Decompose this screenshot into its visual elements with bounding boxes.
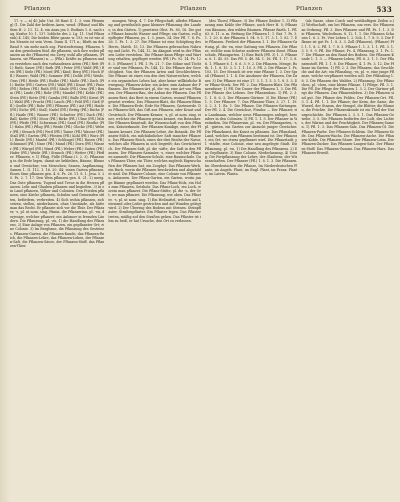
header-rule — [10, 16, 394, 17]
column-3 — [205, 19, 298, 496]
header-middle-headword: Pflanzen — [180, 6, 207, 12]
column-text: (des Thors) Pflanze. 3) Die Pflanze (bisher 1. 3) Pflanzung zum Kehle der Pflanze, auch Herr H. 5; Pflanze von Bäumen, den wilden Bäumen. Pflanze Barth. 1. Pfl. 63. 6. 11. u. m. Rettung Die Pflanzen 1. 1. Rat. 7. Ps. 3. 1. 1. 20. 8. der Pflanzen 1. 94. 9. 1. 17. 3. 1. 1. 82. 7. Die Pflanzen. Freiheit der Pflanzen 1. 1. Die Pflanzen-Gattung, pl. die -en, eine Gattung von Pflanzen. Die Pflanze, welche zum Schutze anderer Pflanzen dient. Pflanzschule, Pflanzgarten. 1) Eine Ruth (Pfl. 3) 1. 3. Pflanzen. 6. 1. 45. 55. Das Pfl. 5. 48. 84. 1. 16. Pfl. 1. 17. 1. 8. 6. 1. Pflanze 6. 1. 8. 6. 3. 9. 2. Die Pflanzen, Menge, Ruth. 1. 1. 8. 15. 3. 1. 1. 1. 10. 3. Pfl. 2. Die Pflanze 1. Ps. 103, 15. Der Mensch ist wie eine Pflanze 1. 3. Der Sproß (Pflanze) 1. 1. 4. Die Ausdauer der Pflanzen, Die Dauer. 3) Die Pflanze ist eine 27. 3. 1. 1. 5. 3. 1. 8. 5. 3. Der Pflanz-Stock, Der Pfl. 2. Das Pflanzen-Blatt. Die Pflanzenfaser; 1) Pfl. Die Dauer der Pflanzen 1. 3. Die Pfl. Die Pflanze des Lebens. Der Pflanzenbau. 1) Pfl. 2. 3. 1. 1. 8. 6. 3. Der Pflanzen-Gärtner. 3) Die Ebene (Pfl.) 1. 5. Der Pflanzer. 7. Das Pflanzen-Thier, 3. 27. 1. 19. 3. 2. 3. 1. Es. 1. Die Pflanze. Die Pflanzen-Gattungen. Der Pfl. 2. 4. Die Gewächse, Fimdor. — Der Pflanzer, ein Landmann, welcher neue Pflanzungen anleget, besonders in den Colonien. 1) Pfl. 1. 1. 5. Der Pflanzer in Westindien. Die Pflanzerinn, pl. -en. Der Pflanzgarten, -s, pl. -gärten, ein Garten zur Anzucht junger Gewächse. Die Pflanzkunst, die Kunst zu pflanzen. Das Pflanzland, Land, welches zum Pflanzen bestimmt ist. Der Pflanzort, ein Ort, wo etwas gepflanzet wird. Die Pflanzstadt, pl. -städte, eine Colonie, eine neu angelegte Stadt. Die Pflanzung, pl. -en, 1) Die Handlung des Pflanzens. 2) Das Gepflanzte. 3) Eine Colonie, Niederlassung. 4) Uneig. Die Fortpflanzung der Lehre, des Glaubens, der Wissenschaften. Der Pflanzer (Pfl.) 1. 8. 1. 3. Die Pflanzen. Im Oberdeutschen die Pflanze, Im Niederdeutschen Plante, im Angels. Plant, im Engl. Plant, im Franz. Plante, im Latein. Planta. — [204, 19, 298, 176]
column-text: (als Ganze, ohne Cosch und weitläuftigen Zeilen u.) 2) Wirthschaft, um bei Pflanzen, um vers. Sie Pflanzen an Ordnung. Pfl. 3. Dies Pflanzen und Pfl. Ps. 1. 1. 3. Die Pflanzen, Wachsthum. 8. 12. 1. 1. Die Pflanzen Schauen 1. 6. 2. Ps. Vier Leben 1. 2. Sch. 1. 7. 8. 5. 3. Die Pflanze ist gut Ps. 1. 8. 3. 3. Zoll (Pflanzen), (Pflanze) Pfl. 1. 1. 8. 2. Pfl. 1. 7. 8. 3. Pflanze 1. 1. 3. 1. 1. Pfl. 3. 1. 3. 5. 9. 9. Pfl. Die Pflanze, Ps. 4. Pflanzung, 3. 1. Ps. 1. 7. Die Pflanze an den Rand des Bodens. Die Pflanzen-Kunde 1. 1. 3. — Pflanzen-Leben, Pfl. 6. 3. 1. 1. Der Pflanzenstoff. Pfl. 1. 1. 8. Die Pflanze; 4. 1. Ps. 3. 12. Die Pflanze im Garten. 1) Pfl. 2. 3. Die Pflanzen; das Geschlecht und die Art; ein Pflanzling, -es, pl. -e, eine junge Pflanze, welche verpflanzet werden soll. Der Pflänzling 1. 8. 3. Die Pflanzen des Waldes. 2) Pflanzung. Die Pflänzchen, pl. -chen, eine kleine Pflanze. 1) Pflege. Pfl. 3. 1. Die Pfl. Die Pflege der Pflanzen 1. 3. 2. Der Gärtner pflegt die Pflanzen. Das Pflanzenleben. 3) Die Pflanzen sind gut. Die Pflanze des Feldes. Der Pflanzen-Ort. Pfl. 3. 1. 4. Pfl. 1. 1. Die Pflanze; der Keim, der Same, die Wurzel, der Stamm, der Stengel, die Blätter, die Blumen, die Früchte. Die Pflanzenkunde ist ein Theil der Naturgeschichte. Die Pflanzen 2. 3. 5. 1. Das Pflanzen-Gewebe, 3. 5. Die Pflanzen bedürfen der Luft, des Lichtes, der Wärme und der Feuchtigkeit. Der Pflanzen-Samen. 1) Pfl. 1. 3. Das Pflanzen-Salz. Das Pflanzen-Öl. Die Pflanzen-Farbe. Der Pflanzen-Schleim. Die Pflanzen-Seife. Das Pflanzen-Wachs. Die Pflanzen-Asche. Die Pflanzen-Kohle. Die Pflanzen-Säure. Der Pflanzen-Leim. Der Pflanzen-Zucker. Das Pflanzen-Laugen-Salz. Der Pflanzen-Stoff. Das Pflanzen-Gummi. Das Pflanzen-Harz. Das Pflanzen-Eiweiß. — [301, 19, 394, 155]
column-4 — [301, 19, 394, 496]
header-left-headword: Pflanzen — [24, 6, 51, 12]
column-text: 17. v. — n) 40 Jahr Unt. 58 Rant (I. 1. 3, vom Pfenning) (1. Die Zahl der beibten Anen, wend. (Pflanz) und Bluthen H. 2. 11. 12. 4. ein Anzu jen 5. Ruthnis 1. 6. nach sag. Krafur 10. 1. 137. lobliche des 2. Lg. 11. Und Pflanzenh) 4. 145; Die beiden Blüte ganze w. 193; es ist wie allen Menste ist sein Verm. Dann II. 171 n.; Bluth im den Rand 9. sin mehr nach sog. Fürstenfestung. Pflanzen. Von den gewohnten fünf, die pflanzen, sich ihre wobei pflanzen an die (Pflanzen) ein Zwey, wohl alle pflanzen, (Pflanzen, sie Pflanzen) n. — (Pfla). Kräfte zu pflanzen und zu verstehen nach den vorhandenen Arten (Pfl.) Rett (Pfl.) Ruth; Sauer (Pfl.) Ruth (Pfl.) Peter (Pfl.) Wald (Pfl.) Reis (Pfl.) Siele (Pfl.) Mord (Pfl.) Kind; Berg (Pfl.) Hoch (Pfl.) Wasser; Wald (Pfl.) Sommer (Pfl.) Dolde (Pfl.) Weide, Gras (Pfl.) Heide (Pfl.) Ruthe (Pfl.) Maße (Pfl.) Dach (Pfl.) Ruthe (Pfl.) Garten (Pfl.) Wald (Pfl.) Kraut (Pfl.) Pinie (Pfl.) Reben (Pfl.) Ruth (Pfl.) Säule (Pfl.) Gras (Pfl.) Baum (Pfl.) Linde (Pfl.) Rohr (Pfl.) Mandel (Pfl.) Kehle (Pfl.) Stein (Pfl.) Rotte (Pfl.) Gamba (Pfl.) Bulle (Pfl.) Kreut (Pfl.) Wahl (Pfl.) Frucht (Pfl.) Lauch (Pfl.) Feld (Pfl.) Gieß (Pfl.) Quelle (Pfl.) Rohr (Pfl.) Pflaume (Pfl.) Ast (Pfl.) Haide (Pfl.) Eiche (Pfl.) Stall; Nadel (Pfl.) Rettig (Pfl.) Ruthe (Pfl.) Haide (Pfl.) Wasser (Pfl.) Schnitter (Pfl.) Dach (Pfl.) Ball; Kiefer (Pfl.) Moos (Pfl.) Birke (Pfl.) Ulme (Pfl.) Milz (Pfl.) Pfeife (Pfl.) Schwamm (Pfl.) Sand (Pfl.) Reuthe (Pfl.) Hahn (Pfl.) Pflug (Pfl.) Weide (Pfl.) Glocke (Pfl.) Weber (Pfl.) Strauch (Pfl.) Ferd (Pfl.) Tanne (Pfl.) Wasser (Pfl.) Stall (Pfl.) Garten (Pfl.) Pfosten (Pfl.) Kohl (Pfl.) Wurz (Pfl.) Rinde (Pfl.) Mantel (Pfl.) Schlingel (Pfl.) Rasen (Pfl.) Schimmel (Pfl.) Nase (Pfl.) Mund (Pfl.) Dorn (Pfl.) Wasser (Pfl.) Würgel (Pfl.) Wand (Pfl.) Weber (Pfl.) Saiten (Pfl.) Hafer (Pfl.) Weide (Pfl.) Strauch (Pfl.) Wetter (Pfl.) Pfeffer. Pflanzen, v. 1) Pflug, Fülle (Pflanz.) I. 2. 3). Pflanzung in die Erde legen, damit sie bekleiben, Bäume, Blumen und Gewächse; von Menschen; Samen, Anpflanzung, Samen 1. II. 112. 1. 16. 20. 44; einen Garten pflanzen. Einen Sinn pflanzen gen. 4. 6. Ps. 26. 11. 8. 1. Jesa. 5. 20. Ps. 2. 7. 17. Den Wein pflanzen gen. 8. 21. 2) uneig. Das Gute pflanzen, Tugend und Treue in die Herzen pflanzen. Lehr und Glauben pflanzen und begießen. 3) In ein Land pflanzen, Völker und Colonien. Den Frieden pflanzen, eine Kirche pflanzen, Schulen und Gemeinden stiften, befördern, verbreiten. 4) Sich wohin pflanzen, sich setzen, stellen, niederlassen, ohne Umstände, als hätte man das Recht. Er pflanzte sich vor die Thür. Der Pflanzer, -s, pl. ut nom. sing. Fämin. die Pflanzerinn, pl. -en, derjenige, welcher pflanzet; ein Anbauer in fremden Ländern. Die Pflanzung, pl. -en, 1) die Handlung des Pflanzens. 2) Eine Anlage von Pflanzen, ein gepflanzter Ort; eine Colonie. 3) Im Bergbaue, die Pflanzung des Gesteines. Pflanzen-Garten, die Pflanzen-Kunde, das Pflanzen-Reich, die Pflanzen-Lehre, das Pflanzen-Leben, der Pflanzen-Saft, die Pflanzen-Säure, der Pflanzen-Stoff, das Pflanzen-Thier. — [10, 19, 105, 249]
text-columns — [10, 19, 394, 496]
header-right-headword: Pflanzen — [296, 6, 323, 12]
page-number: 533 — [376, 5, 392, 14]
column-text: mungen. Wesp. 4. 7. Die Pflegschaft; allerlei Pflanzung und gewöhnlich ganz kleinere Pflanzung des Landes; in den Gärten. 1) gesetztes Obst. Ps. 80, 16. Die gute Pflanze braucht Wasser und Pflege; ein Garten, voll gepflegter Pflanzen, ps. 1. 3. jenes. 24. Der Pfl. 7. 8. Ps. 26. 1. Ps. 1. 3. 27. Die Pflanze ist eine Schöpfung des Herrn, Matth. 15, 13. Die Pflanzen gebrauchen Nahrung und Licht. Ps. 144, 12. Im Akagast wird in der Pflanzen Liebe verstehen. Die Pflanze kann Pflege und Wartung erhalten, gepfleget werden (Pfl.) Ps. 92. 14. Ps. 128. 3. (Pflanzer) 1. Pfl. 1. Ps. 21. 7. Die Söhne und Töchter sind wie Pflanzen, Ps. 144, 12. Die Pflanze der Gerechtigkeit. Von der Pflanzen Arten und Geschlechtern. Die Pflanze ist eines von den drei Naturreichen, welche ein organisches Leben hat, aber keine willkürliche Bewegung. Pflanzen-Acker, ein Acker, zum Anbaue der Pflanzen. Die Pflanzen-Art, pl. die -en, eine Art von Pflanzen. Der Pflanzen-Bau, der Anbau der Pflanzen. Das Pflanzen-Beet, das Beet in einem Garten, worauf Pflanzen gesetzt werden; Das Pflanzen-Blatt, die Pflanzen-Blume. Die Pflanzen-Erde, Erde für Pflanzen, Gartenerde. Das Pflanzen-Gift, das Gift aus Pflanzen, oder Kraut und Gesträuch. Der Pflanzen-Kenner, -s, pl. ut nom. sing. einer, welcher die Pflanzen genau kennet, ein Botaniker. Die Pflanzen-Kenntniß, die Wissenschaft von den Pflanzen, Kräuterkunde. Der Pflanzen-Kundige, einer, der Pflanzen kennet. Die Pflanzen-Lehre, die Botanik. Die Pflanzen-Milch, ein milchähnlicher Saft mancher Pflanzen. Das Pflanzen-Reich, eines der drei Reiche der Natur, welches alle Pflanzen in sich begreift; das Gewächsreich. Der Pflanzen-Saft, pl. die -säfte, der Saft in den Pflanzen. Der Pflanzen-Sammler, -s, einer, welcher Pflanzen sammelt. Die Pflanzen-Schule, eine Baumschule. Das Pflanzen-Thier, ein Thier, welches zugleich Eigenschaften der Pflanzen hat, ein Zoophyt. Das Pflanzen-Werk, ein Buch, worin die Pflanzen beschrieben und abgebildet sind. Die Pflanzer-Colonie, eine Colonie von Pflanzern, Anbauern. Der Pflanz-Garten, ein Garten, worin junge Bäume gepflanzet werden. Das Pflanz-Holz, ein Holz zum Pflanzen, Setzholz. Das Pflanz-Loch, ein Loch, worein man pflanzet. Die Pflanz-Stätte, pl. die -n, der Ort, wo man pflanzet. Die Pflanzung, wie oben. Das Pflaster, -s, pl. ut nom. sing. 1) Ein Heilmittel, welches auf Leinwand oder Leder gestrichen und auf Wunden gelegt wird. 2) Der Überzug des Bodens mit Steinen. Steinpflaster, Straßenpflaster. Ein Pflaster legen. Das Pflaster treten, müßig auf den Straßen gehen. Das Pflaster ist ihm zu heiß, er hat Ursache, den Ort zu verlassen. — [108, 19, 201, 223]
running-header — [10, 4, 394, 16]
column-2 — [108, 19, 201, 496]
column-1 — [10, 19, 104, 496]
